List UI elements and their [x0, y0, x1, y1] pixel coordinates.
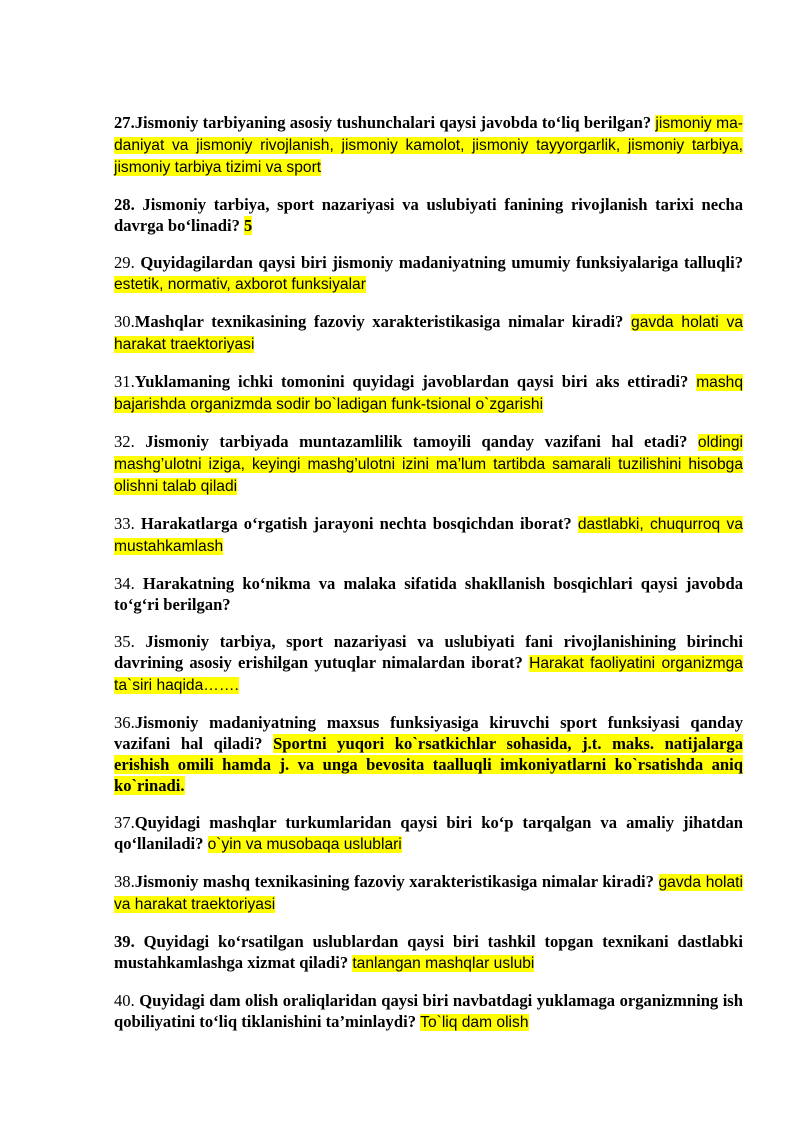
question-text: Jismoniy tarbiyaning asosiy tushunchalari qaysi javobda to‘liq berilgan?: [134, 113, 656, 132]
question-number: 33.: [114, 514, 141, 533]
question-39: [114, 931, 743, 974]
question-31: [114, 371, 743, 415]
question-27: [114, 112, 743, 178]
question-number: 31.: [114, 372, 135, 391]
question-33: [114, 513, 743, 557]
answer-highlight: o`yin va musobaqa uslublari: [207, 836, 402, 853]
question-text: Quyidagi ko‘rsatilgan uslublardan qaysi biri tashkil topgan texnikani dastlabki mustahkamlashga xizmat qiladi?: [114, 932, 743, 972]
question-text: Jismoniy mashq texnikasining fazoviy xarakteristikasiga nimalar kiradi?: [134, 872, 659, 891]
question-28: [114, 194, 743, 236]
answer-highlight: 5: [244, 216, 253, 235]
answer-highlight: mashq bajarishda organizmda sodir bo`ladigan funk-tsional o`zgarishi: [114, 374, 743, 413]
answer-highlight: jismoniy ma-daniyat va jismoniy rivojlanish, jismoniy kamolot, jismoniy tayyorgarlik, jismoniy tarbiya, jismoniy tarbiya tizimi va sport: [114, 115, 743, 176]
question-text: Quyidagilardan qaysi biri jismoniy madaniyatning umumiy funksiyalariga talluqli?: [140, 253, 743, 272]
question-number: 29.: [114, 253, 141, 272]
question-number: 30.: [114, 312, 135, 331]
question-text: Harakatlarga o‘rgatish jarayoni nechta bosqichdan iborat?: [140, 514, 578, 533]
question-text: Quyidagi dam olish oraliqlaridan qaysi biri navbatdagi yuklamaga organizmning ish qobiliyatini to‘liq tiklanishini ta’minlaydi?: [114, 991, 743, 1031]
question-36: [114, 712, 743, 796]
question-29: [114, 252, 743, 295]
question-40: [114, 990, 743, 1033]
answer-highlight: Sportni yuqori ko`rsatkichlar sohasida, j.t. maks. natijalarga erishish omili hamda j. va unga bevosita taalluqli imkoniyatlarni ko`rsatishda aniq ko`rinadi.: [114, 734, 743, 795]
question-34: [114, 573, 743, 615]
question-37: [114, 812, 743, 855]
answer-highlight: oldingi mashg’ulotni iziga, keyingi mashg’ulotni izini ma’lum tartibda samarali tuzilishini hisobga olishni talab qiladi: [114, 434, 743, 495]
question-number: 27.: [114, 113, 135, 132]
question-text: Jismoniy tarbiya, sport nazariyasi va uslubiyati fanining rivojlanish tarixi necha davrga bo‘linadi?: [114, 195, 744, 235]
question-number: 32.: [114, 432, 146, 451]
question-number: 28.: [114, 195, 143, 214]
question-number: 34.: [114, 574, 143, 593]
answer-highlight: Harakat faoliyatini organizmga ta`siri haqida…….: [114, 655, 743, 694]
question-text: Yuklamaning ichki tomonini quyidagi javoblardan qaysi biri aks ettiradi?: [134, 372, 697, 391]
question-number: 40.: [114, 991, 140, 1010]
answer-highlight: tanlangan mashqlar uslubi: [352, 955, 535, 972]
answer-highlight: To`liq dam olish: [420, 1014, 529, 1031]
question-number: 37.: [114, 813, 135, 832]
answer-highlight: estetik, normativ, axborot funksiyalar: [114, 276, 366, 293]
question-38: [114, 871, 743, 915]
question-text: Harakatning ko‘nikma va malaka sifatida shakllanish bosqichlari qaysi javobda to‘g‘ri berilgan?: [114, 574, 743, 614]
answer-highlight: gavda holati va harakat traektoriyasi: [114, 314, 744, 353]
question-number: 36.: [114, 713, 135, 732]
question-text: Quyidagi mashqlar turkumlaridan qaysi biri ko‘p tarqalgan va amaliy jihatdan qo‘llaniladi?: [114, 813, 743, 853]
question-35: [114, 631, 743, 696]
question-number: 39.: [114, 932, 144, 951]
question-text: Mashqlar texnikasining fazoviy xarakteristikasiga nimalar kiradi?: [134, 312, 632, 331]
answer-highlight: dastlabki, chuqurroq va mustahkamlash: [114, 516, 744, 555]
question-text: Jismoniy tarbiya, sport nazariyasi va uslubiyati fani rivojlanishining birinchi davrining asosiy erishilgan yutuqlar nimalardan iborat?: [114, 632, 744, 672]
question-text: Jismoniy tarbiyada muntazamlilik tamoyili qanday vazifani hal etadi?: [145, 432, 698, 451]
question-32: [114, 431, 743, 497]
question-number: 38.: [114, 872, 135, 891]
question-30: [114, 311, 743, 355]
question-text: Jismoniy madaniyatning maxsus funksiyasiga kiruvchi sport funksiyasi qanday vazifani hal qiladi?: [114, 713, 743, 753]
question-number: 35.: [114, 632, 146, 651]
answer-highlight: gavda holati va harakat traektoriyasi: [114, 874, 743, 913]
